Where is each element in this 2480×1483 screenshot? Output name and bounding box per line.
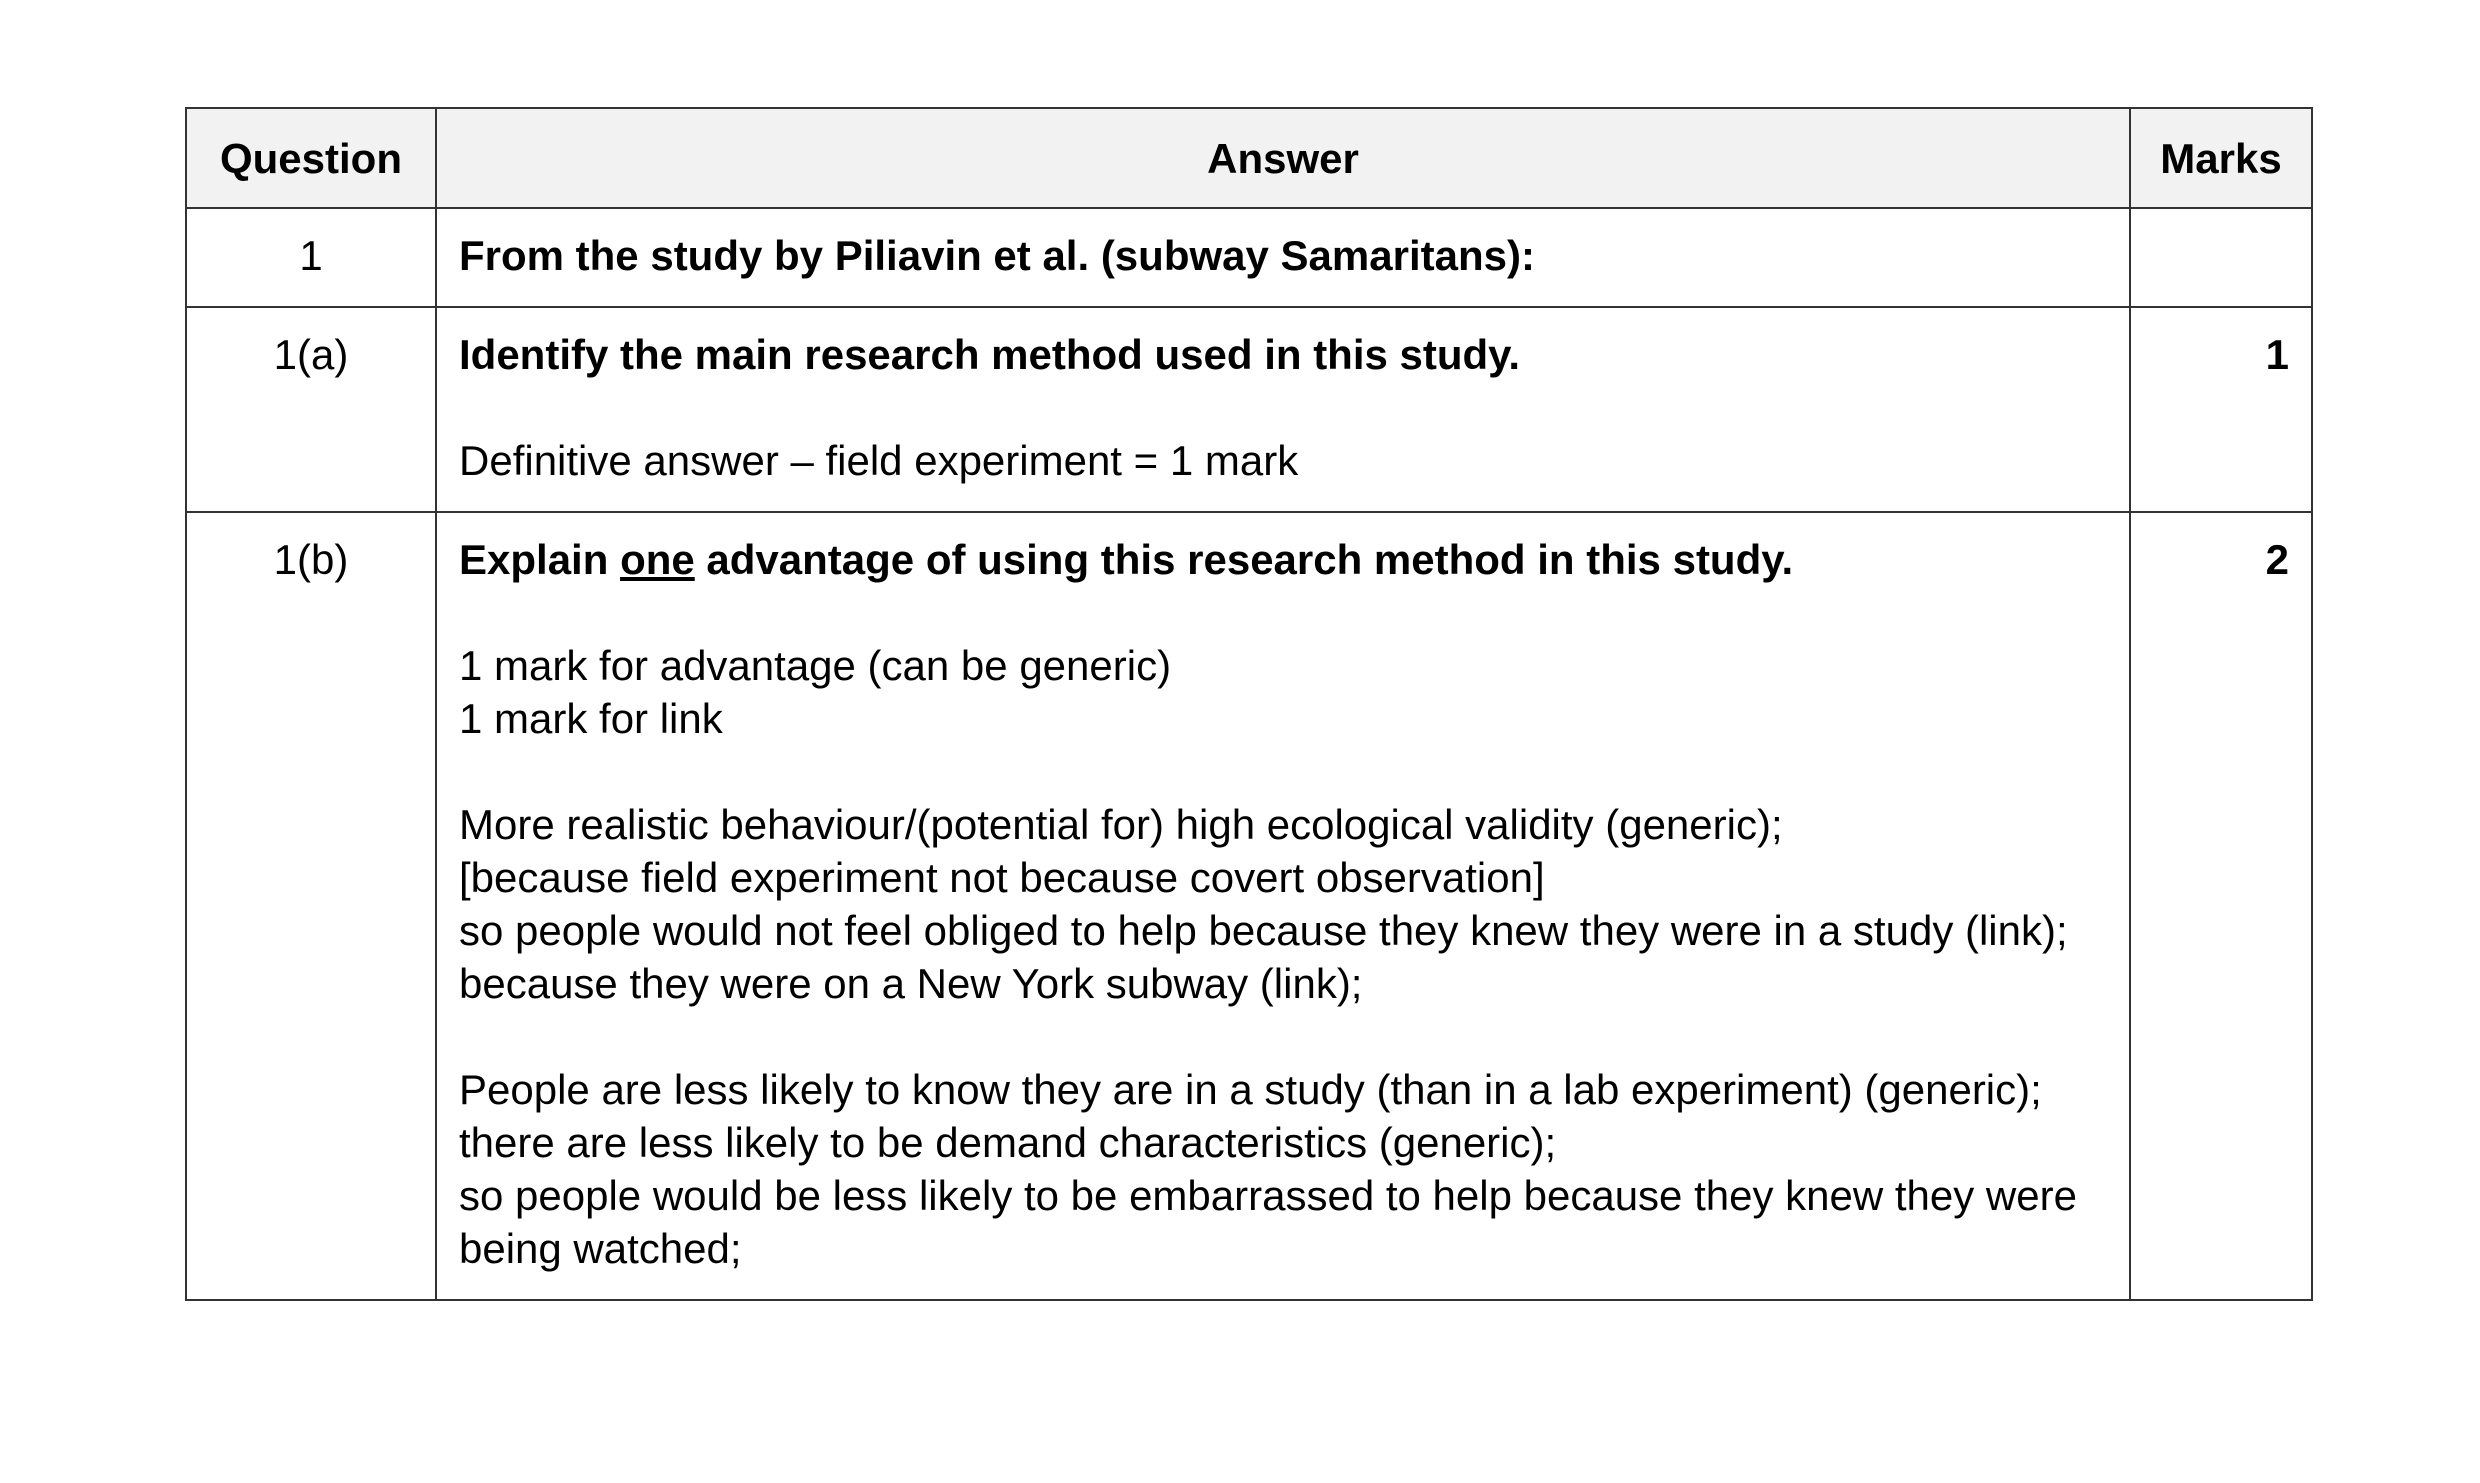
answer-line: More realistic behaviour/(potential for) high ecological validity (generic);	[459, 801, 1783, 848]
answer-line: there are less likely to be demand characteristics (generic);	[459, 1119, 1557, 1166]
answer-line: so people would not feel obliged to help because they knew they were in a study (link);	[459, 907, 2068, 954]
header-marks: Marks	[2130, 108, 2312, 208]
question-prompt	[459, 533, 2109, 586]
answer-line: People are less likely to know they are in a study (than in a lab experiment) (generic);	[459, 1066, 2042, 1113]
table-row-1a	[186, 307, 2312, 512]
question-number: 1	[186, 208, 436, 307]
question-prompt: Identify the main research method used in this study.	[459, 331, 1521, 378]
table-row-intro	[186, 208, 2312, 307]
marks-cell-empty	[2130, 208, 2312, 307]
answer-text: Definitive answer – field experiment = 1 mark	[459, 437, 1299, 484]
marks-value: 1	[2130, 307, 2312, 512]
answer-cell	[436, 512, 2130, 1300]
answer-cell	[436, 307, 2130, 512]
answer-line: so people would be less likely to be embarrassed to help because they knew they were being watched;	[459, 1172, 2077, 1272]
guidance-line: 1 mark for link	[459, 695, 723, 742]
answer-block-1	[459, 798, 2109, 1010]
prompt-text: Explain	[459, 536, 621, 583]
header-answer: Answer	[436, 108, 2130, 208]
marks-value: 2	[2130, 512, 2312, 1300]
question-stem: From the study by Piliavin et al. (subway Samaritans):	[436, 208, 2130, 307]
header-row	[186, 108, 2312, 208]
guidance-line: 1 mark for advantage (can be generic)	[459, 642, 1172, 689]
marking-guidance	[459, 639, 2109, 745]
header-question: Question	[186, 108, 436, 208]
question-number: 1(b)	[186, 512, 436, 1300]
answer-block-2	[459, 1063, 2109, 1275]
question-number: 1(a)	[186, 307, 436, 512]
table-row-1b	[186, 512, 2312, 1300]
prompt-text: advantage of using this research method in this study.	[694, 536, 1794, 583]
answer-line: because they were on a New York subway (link);	[459, 960, 1363, 1007]
mark-scheme-table	[185, 107, 2313, 1301]
prompt-underlined-word: one	[620, 536, 695, 583]
answer-line: [because field experiment not because covert observation]	[459, 854, 1545, 901]
